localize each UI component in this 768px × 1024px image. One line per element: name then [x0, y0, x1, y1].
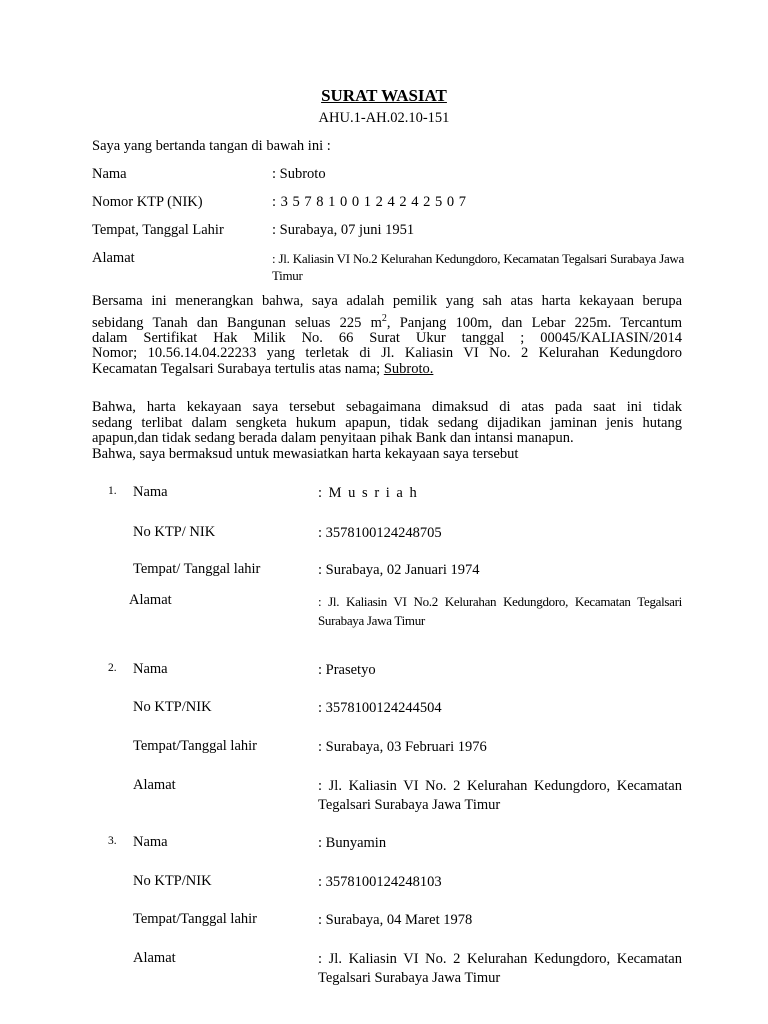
heir-3-name-value: : Bunyamin — [318, 835, 387, 851]
heir-3-name-label: Nama — [133, 834, 168, 850]
heir-3-birth-label: Tempat/Tanggal lahir — [133, 911, 257, 927]
heir-3-nik-value: : 3578100124248103 — [318, 874, 442, 890]
heir-1-nik-label: No KTP/ NIK — [133, 524, 216, 540]
heir-3-nik-label: No KTP/NIK — [133, 873, 212, 889]
statement-line-3: dalam Sertifikat Hak Milik No. 66 Surat Ukur tanggal ; 00045/KALIASIN/2014 — [92, 329, 682, 346]
testator-nik-label: Nomor KTP (NIK) — [92, 194, 203, 210]
document-reference: AHU.1-AH.02.10-151 — [318, 110, 450, 126]
heir-2-nik-label: No KTP/NIK — [133, 699, 212, 715]
heir-1-name-value: : M u s r i a h — [318, 485, 419, 501]
statement-line-2b: , Panjang 100m, dan Lebar 225m. Tercantum — [386, 314, 682, 331]
statement-line-2 — [92, 311, 682, 331]
heir-1-birth-value: : Surabaya, 02 Januari 1974 — [318, 562, 480, 578]
ownership-statement — [92, 294, 682, 377]
testator-birth-value: : Surabaya, 07 juni 1951 — [272, 222, 415, 238]
statement-line-2a: sebidang Tanah dan Bangunan seluas 225 m — [92, 314, 382, 331]
testator-birth-label: Tempat, Tanggal Lahir — [92, 222, 224, 238]
heir-2-address-value: : Jl. Kaliasin VI No. 2 Kelurahan Kedungdoro, Kecamatan Tegalsari Surabaya Jawa Timur — [318, 778, 682, 813]
heir-2-number: 2. — [108, 662, 117, 674]
declaration-line-2: sedang terlibat dalam sengketa hukum apapun, tidak sedang dijadikan jaminan jenis hutang — [92, 414, 682, 431]
testator-nik-value: : 3 5 7 8 1 0 0 1 2 4 2 4 2 5 0 7 — [272, 194, 467, 210]
testator-name-value: : Subroto — [272, 166, 326, 182]
heir-3-number: 3. — [108, 835, 117, 847]
heir-2-birth-label: Tempat/Tanggal lahir — [133, 738, 257, 754]
heir-2-nik-value: : 3578100124244504 — [318, 700, 442, 716]
testator-address-value: : Jl. Kaliasin VI No.2 Kelurahan Kedungdoro, Kecamatan Tegalsari Surabaya Jawa Timur — [272, 251, 684, 283]
heir-3-birth-value: : Surabaya, 04 Maret 1978 — [318, 912, 473, 928]
intro-text: Saya yang bertanda tangan di bawah ini : — [92, 138, 331, 154]
heir-1-number: 1. — [108, 485, 117, 497]
statement-line-5 — [92, 362, 682, 378]
declaration-line-1: Bahwa, harta kekayaan saya tersebut sebagaimana dimaksud di atas pada saat ini tidak — [92, 399, 682, 415]
heir-2-name-value: : Prasetyo — [318, 662, 376, 678]
declaration-line-4: Bahwa, saya bermaksud untuk mewasiatkan harta kekayaan saya tersebut — [92, 445, 519, 462]
statement-line-4: Nomor; 10.56.14.04.22233 yang terletak di Jl. Kaliasin VI No. 2 Kelurahan Kedungdoro — [92, 345, 682, 362]
heir-1-nik-value: : 3578100124248705 — [318, 525, 442, 541]
heir-2-address-label: Alamat — [133, 777, 176, 793]
declaration-line-3: apapun,dan tidak sedang berada dalam penyitaan pihak Bank dan intansi manapun. — [92, 430, 574, 446]
heir-2-birth-value: : Surabaya, 03 Februari 1976 — [318, 739, 487, 755]
testator-name-label: Nama — [92, 166, 127, 182]
heir-1-address-label: Alamat — [129, 592, 172, 608]
testator-address-label: Alamat — [92, 250, 135, 266]
heir-2-name-label: Nama — [133, 661, 168, 677]
heir-1-name-label: Nama — [133, 484, 168, 500]
area-unit-exponent: 2 — [381, 312, 387, 324]
document-title: SURAT WASIAT — [321, 86, 447, 105]
heir-1-birth-label: Tempat/ Tanggal lahir — [133, 561, 261, 577]
owner-name: Subroto. — [383, 360, 434, 377]
statement-line-1: Bersama ini menerangkan bahwa, saya adalah pemilik yang sah atas harta kekayaan berupa — [92, 293, 682, 309]
statement-line-5a: Kecamatan Tegalsari Surabaya tertulis atas nama; — [92, 360, 384, 377]
declaration-paragraph — [92, 400, 682, 462]
heir-3-address-label: Alamat — [133, 950, 176, 966]
heir-1-address-value: : Jl. Kaliasin VI No.2 Kelurahan Kedungdoro, Kecamatan Tegalsari Surabaya Jawa Timur — [318, 594, 682, 628]
heir-3-address-value: : Jl. Kaliasin VI No. 2 Kelurahan Kedungdoro, Kecamatan Tegalsari Surabaya Jawa Timur — [318, 951, 682, 986]
